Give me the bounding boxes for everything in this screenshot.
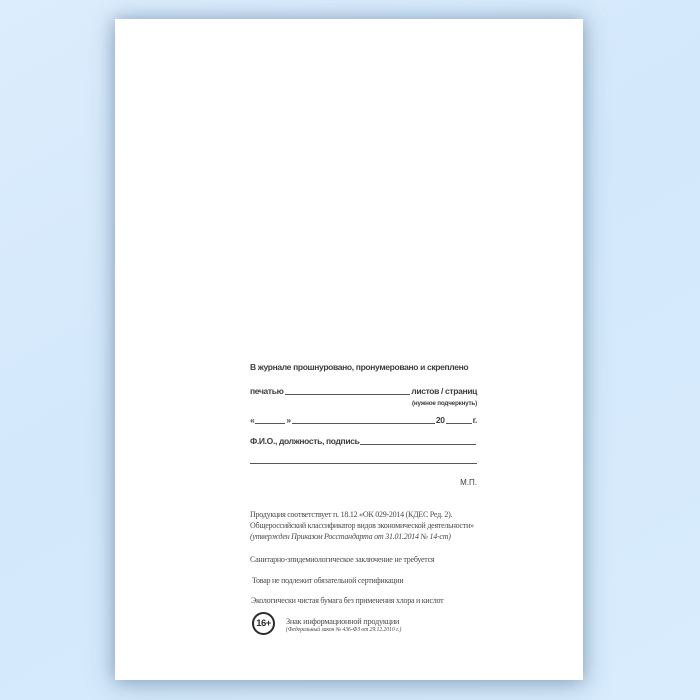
signature-label: Ф.И.О., должность, подпись xyxy=(250,436,360,446)
close-quote: » xyxy=(286,415,291,425)
okved-line-2: Общероссийский классификатор видов экономической деятельности» xyxy=(250,520,474,530)
sanitary-note: Санитарно-эпидемиологическое заключение не требуется xyxy=(250,555,435,564)
day-blank-line xyxy=(255,416,285,424)
sheets-count-row xyxy=(250,386,477,396)
certification-note: Товар не подлежит обязательной сертификации xyxy=(252,576,404,585)
okved-paragraph xyxy=(250,510,477,542)
year-prefix: 20 xyxy=(435,415,445,425)
date-row xyxy=(250,415,477,425)
sealed-prefix-label: печатью xyxy=(250,386,284,396)
binding-title: В журнале прошнуровано, пронумеровано и скреплено xyxy=(250,362,469,372)
okved-line-3: (утвержден Приказом Росстандарта от 31.01.2014 № 14-ст) xyxy=(250,531,451,541)
stamp-place-abbr: М.П. xyxy=(460,478,477,487)
year-blank-line xyxy=(446,416,472,424)
month-blank-line xyxy=(292,416,435,424)
age-rating-text xyxy=(286,612,401,633)
sealed-suffix-label: листов / страниц xyxy=(411,386,477,396)
age-rating-law-note: (Федеральный закон № 436-ФЗ от 29.12.2010 г.) xyxy=(286,627,402,633)
sheets-count-blank-line xyxy=(285,387,411,395)
open-quote: « xyxy=(250,415,255,425)
signature-row xyxy=(250,436,477,446)
age-rating-caption: Знак информационной продукции xyxy=(286,617,400,626)
eco-paper-note: Экологически чистая бумага без применения хлора и кислот xyxy=(251,596,444,605)
signature-blank-line xyxy=(360,437,476,445)
page-content xyxy=(250,19,477,680)
okved-line-1: Продукция соответствует п. 18.12 «ОК 029-2014 (КДЕС Ред. 2). xyxy=(250,510,453,519)
year-suffix: г. xyxy=(472,415,477,425)
age-16plus-icon: 16+ xyxy=(252,612,275,635)
journal-back-page xyxy=(115,19,583,680)
age-rating-block xyxy=(250,612,477,635)
underline-note: (нужное подчеркнуть) xyxy=(412,400,477,407)
signature-second-line xyxy=(250,463,477,464)
